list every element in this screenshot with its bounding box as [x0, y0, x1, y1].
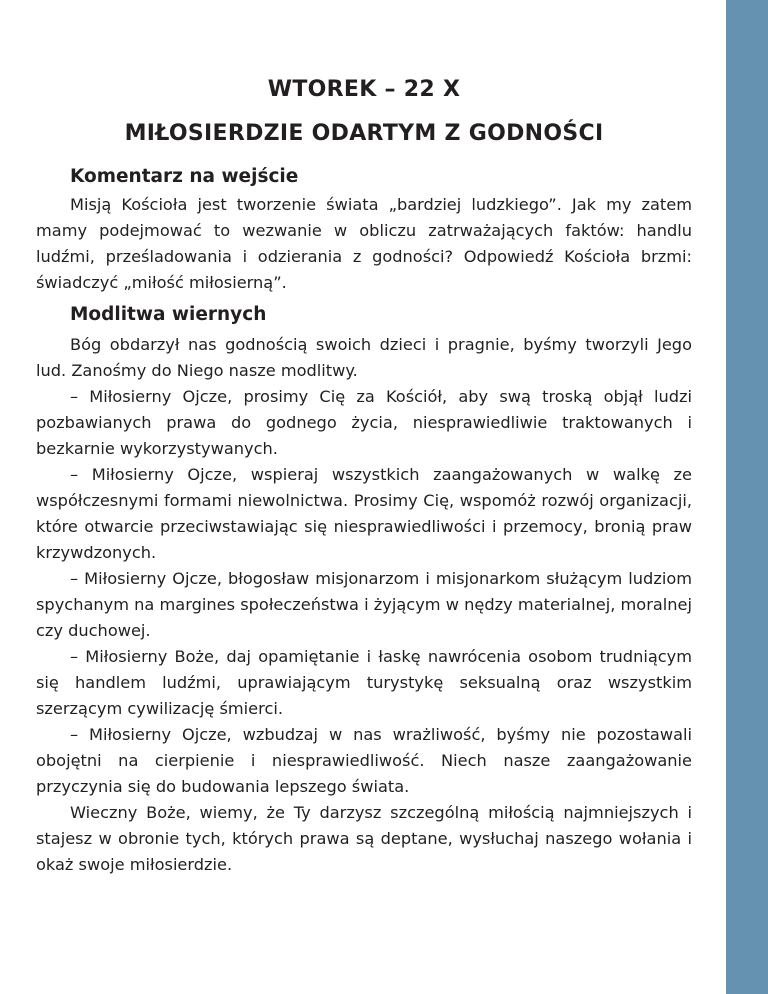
prayer-heading: Modlitwa wiernych [70, 304, 267, 325]
prayer-intro: Bóg obdarzył nas godnością swoich dzieci i pragnie, byśmy tworzyli Jego lud. Zanośmy do Niego nasze modlitwy. [36, 335, 692, 380]
entry-comment-text: Misją Kościoła jest tworzenie świata „bardziej ludzkiego”. Jak my zatem mamy podejmować to wezwanie w obliczu zatrważających faktów: handlu ludźmi, prześladowania i odzierania z godności? Odpowiedź Kościoła brzmi: świadczyć „miłość miłosierną”. [36, 195, 692, 292]
prayer-intention: – Miłosierny Ojcze, błogosław misjonarzom i misjonarkom służącym ludziom spychanym na margines społeczeństwa i żyjącym w nędzy materialnej, moralnej czy duchowej. [36, 569, 692, 640]
prayer-body [36, 332, 692, 878]
entry-comment-heading: Komentarz na wejście [70, 166, 299, 187]
side-color-strip [726, 0, 768, 994]
prayer-intention: – Miłosierny Ojcze, wspieraj wszystkich zaangażowanych w walkę ze współczesnymi formami niewolnictwa. Prosimy Cię, wspomóż rozwój organizacji, które otwarcie przeciwstawiając się niesprawiedliwości i przemocy, bronią praw krzywdzonych. [36, 465, 692, 562]
prayer-intention: – Miłosierny Ojcze, wzbudzaj w nas wrażliwość, byśmy nie pozostawali obojętni na cierpienie i niesprawiedliwość. Niech nasze zaangażowanie przyczynia się do budowania lepszego świata. [36, 725, 692, 796]
page-title-theme: MIŁOSIERDZIE ODARTYM Z GODNOŚCI [124, 121, 604, 146]
prayer-closing: Wieczny Boże, wiemy, że Ty darzysz szczególną miłością najmniejszych i stajesz w obronie tych, których prawa są deptane, wysłuchaj naszego wołania i okaż swoje miłosierdzie. [36, 803, 692, 874]
prayer-intention: – Miłosierny Boże, daj opamiętanie i łaskę nawrócenia osobom trudniącym się handlem ludźmi, uprawiającym turystykę seksualną oraz wszystkim szerzącym cywilizację śmierci. [36, 647, 692, 718]
page-title-date: WTOREK – 22 X [267, 77, 461, 102]
prayer-intention: – Miłosierny Ojcze, prosimy Cię za Kościół, aby swą troską objął ludzi pozbawianych prawa do godnego życia, niesprawiedliwie traktowanych i bezkarnie wykorzystywanych. [36, 387, 692, 458]
page-content [36, 0, 692, 878]
